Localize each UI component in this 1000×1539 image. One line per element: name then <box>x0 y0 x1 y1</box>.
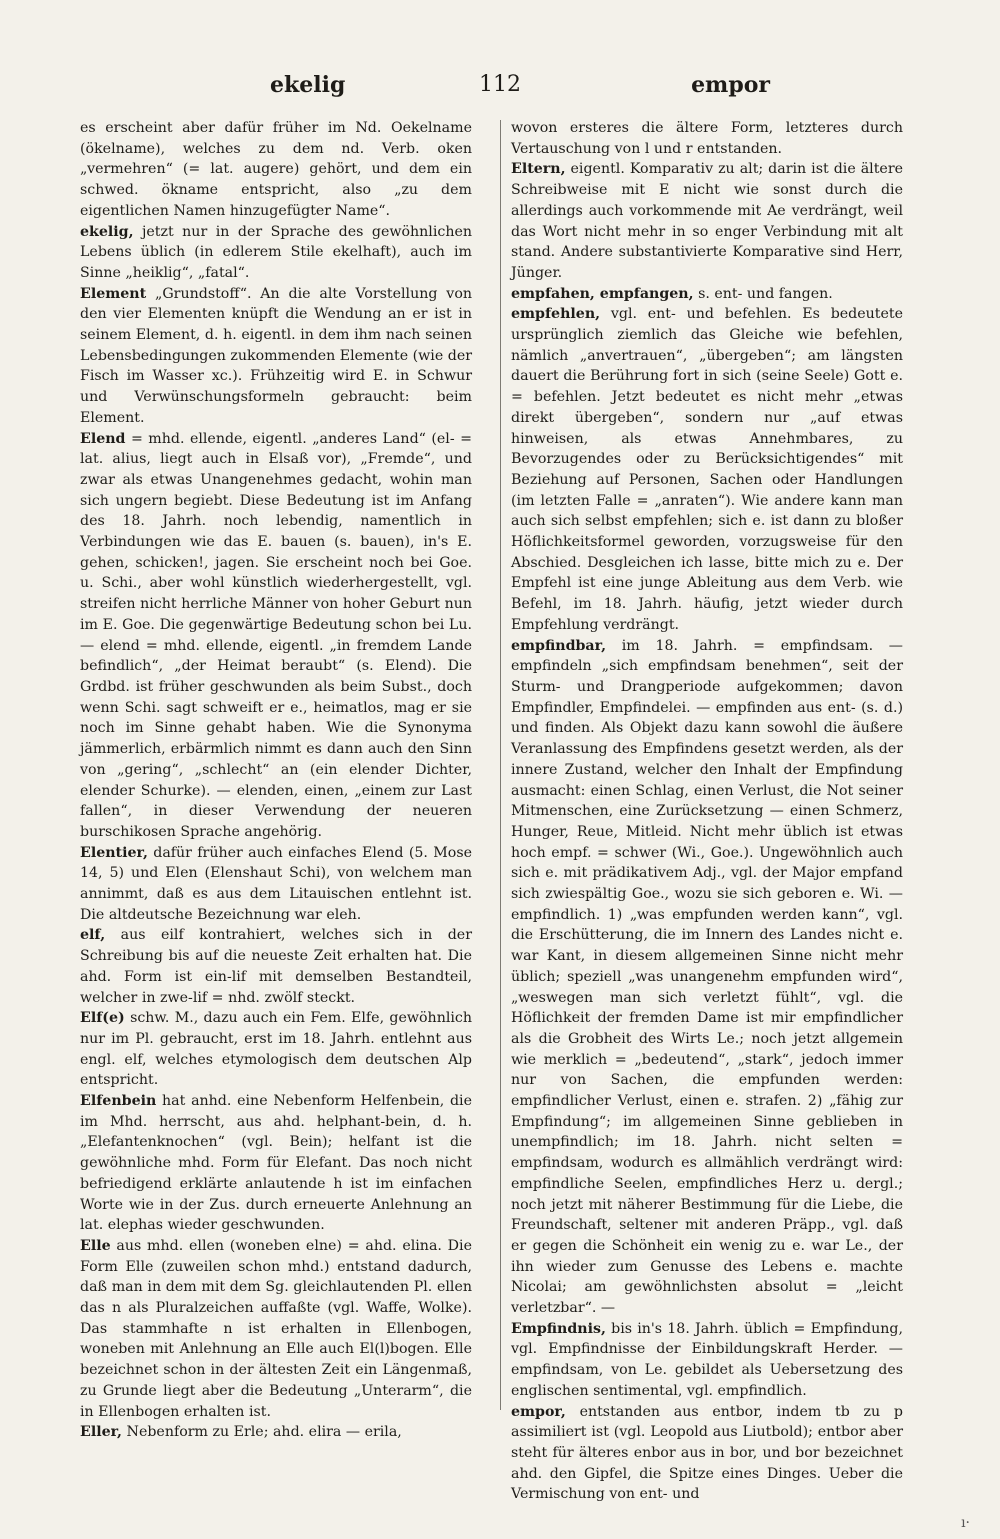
dictionary-entry <box>80 1236 472 1422</box>
entry-text: hat anhd. eine Nebenform Helfenbein, die im Mhd. herrscht, aus ahd. helphant-bein, d. h. „Elefantenknochen“ (vgl. Bein); helfant ist die gewöhnliche mhd. Form für Elefant. Das noch nicht befriedigend erklärte anlautende h ist im einfachen Worte wie in der Zus. durch erneuerte Anlehnung an lat. elephas wieder geschwunden. <box>80 1093 472 1234</box>
entry-text: wovon ersteres die ältere Form, letzteres durch Vertauschung von l und r entstanden. <box>511 120 903 157</box>
left-column <box>80 118 472 1443</box>
entry-text: = mhd. ellende, eigentl. „anderes Land“ (el- = lat. alius, liegt auch in Elsaß vor), „Fremde“, und zwar als etwas Unangenehmes gedacht, wohin man sich ungern begiebt. Diese Bedeutung ist im Anfang des 18. Jahrh. noch lebendig, namentlich in Verbindungen wie das E. bauen (s. bauen), in's E. gehen, schicken!, jagen. Sie erscheint noch bei Goe. u. Schi., aber wohl künstlich wiederhergestellt, vgl. streifen nicht herrliche Männer von hoher Geburt nun im E. Goe. Die gegenwärtige Bedeutung schon bei Lu. — elend = mhd. ellende, eigentl. „in fremdem Lande befindlich“, „der Heimat beraubt“ (s. Elend). Die Grdbd. ist früher geschwunden als beim Subst., doch wenn Schi. sagt schweift er e., heimatlos, mag er sie noch im Sinne gehabt haben. Wie die Synonyma jämmerlich, erbärmlich nimmt es dann auch den Sinn von „gering“, „schlecht“ an (ein elender Dichter, elender Schurke). — elenden, einen, „einem zur Last fallen“, in dieser Verwendung der neueren burschikosen Sprache angehörig. <box>80 430 472 840</box>
dictionary-entry <box>511 118 903 159</box>
entry-headword: ekelig, <box>80 223 134 240</box>
dictionary-entry <box>80 1422 472 1443</box>
header-left-catchword: ekelig <box>270 72 346 98</box>
entry-headword: Element <box>80 285 147 302</box>
page-number: 112 <box>479 72 521 97</box>
entry-headword: Elf(e) <box>80 1010 125 1027</box>
page-header <box>80 72 920 112</box>
entry-text: schw. M., dazu auch ein Fem. Elfe, gewöhnlich nur im Pl. gebraucht, erst im 18. Jahrh. entlehnt aus engl. elf, welches etymologisch dem deutschen Alp entspricht. <box>80 1010 472 1089</box>
entry-text: vgl. ent- und befehlen. Es bedeutete ursprünglich ziemlich das Gleiche wie befehlen, nämlich „anvertrauen“, „übergeben“; am längsten dauert die Berührung fort in sich (seine Seele) Gott e. = befehlen. Jetzt bedeutet es nicht mehr „etwas direkt übergeben“, sondern nur „auf etwas hinweisen, als etwas Annehmbares, zu Bevorzugendes oder zu Berücksichtigendes“ mit Beziehung auf Personen, Sachen oder Handlungen (im letzten Falle = „anraten“). Wie andere kann man auch sich selbst empfehlen; sich e. ist dann zu bloßer Höflichkeitsformel geworden, vorzugsweise für den Abschied. Desgleichen ich lasse, bitte mich zu e. Der Empfehl ist eine junge Ableitung aus dem Verb. wie Befehl, im 18. Jahrh. häufig, jetzt wieder durch Empfehlung verdrängt. <box>511 306 903 633</box>
dictionary-entry <box>80 843 472 926</box>
entry-headword: Elentier, <box>80 844 148 861</box>
entry-text: dafür früher auch einfaches Elend (5. Mose 14, 5) und Elen (Elenshaut Schi), von welchem man annimmt, daß es aus dem Litauischen entlehnt ist. Die altdeutsche Bezeichnung war eleh. <box>80 844 472 923</box>
entry-text: bis in's 18. Jahrh. üblich = Empfindung, vgl. Empfindnisse der Einbildungskraft Herder. — empfindsam, von Le. gebildet als Uebersetzung des englischen sentimental, vgl. empfindlich. <box>511 1320 904 1399</box>
entry-headword: Elle <box>80 1237 111 1254</box>
dictionary-entry <box>80 429 472 843</box>
entry-text: Nebenform zu Erle; ahd. elira — erila, <box>126 1424 402 1441</box>
footer-mark: ı· <box>961 1515 970 1531</box>
entry-text: eigentl. Komparativ zu alt; darin ist die ältere Schreibweise mit E nicht wie sonst durch die allerdings auch vorkommende mit Ae verdrängt, weil das Wort nicht mehr in so enger Verbindung mit alt stand. Andere substantivierte Komparative sind Herr, Jünger. <box>511 161 903 281</box>
dictionary-entry <box>511 304 903 635</box>
entry-headword: empfehlen, <box>511 306 601 323</box>
entry-text: s. ent- und fangen. <box>698 285 833 302</box>
entry-headword: empor, <box>511 1403 566 1420</box>
dictionary-entry <box>511 159 903 283</box>
dictionary-entry <box>80 1008 472 1091</box>
column-divider <box>500 120 501 1410</box>
dictionary-entry <box>80 222 472 284</box>
dictionary-entry <box>511 1402 903 1506</box>
dictionary-entry <box>511 284 903 305</box>
entry-text: jetzt nur in der Sprache des gewöhnlichen Lebens üblich (in edlerem Stile ekelhaft), auch im Sinne „heiklig“, „fatal“. <box>80 223 472 281</box>
entry-text: aus mhd. ellen (woneben elne) = ahd. elina. Die Form Elle (zuweilen schon mhd.) entstand dadurch, daß man in dem mit dem Sg. gleichlautenden Pl. ellen das n als Pluralzeichen auffaßte (vgl. Waffe, Wolke). Das stammhafte n ist erhalten in Ellenbogen, woneben mit Anlehnung an Elle auch El(l)bogen. Elle bezeichnet schon in der ältesten Zeit ein Längenmaß, zu Grunde liegt aber die Bedeutung „Unterarm“, die in Ellenbogen erhalten ist. <box>80 1237 472 1420</box>
dictionary-entry <box>511 1319 903 1402</box>
entry-text: „Grundstoff“. An die alte Vorstellung von den vier Elementen knüpft die Wendung an er ist in seinem Element, d. h. eigentl. in dem ihm nach seinen Lebensbedingungen zukommenden Elemente (wie der Fisch im Wasser xc.). Frühzeitig wird E. in Schwur und Verwünschungsformeln gebraucht: beim Element. <box>80 285 473 426</box>
entry-headword: Elfenbein <box>80 1093 157 1110</box>
dictionary-entry <box>80 118 472 222</box>
dictionary-entry <box>80 284 472 429</box>
entry-headword: elf, <box>80 927 106 944</box>
entry-headword: Eltern, <box>511 161 566 178</box>
entry-headword: Empfindnis, <box>511 1320 606 1337</box>
entry-headword: empfindbar, <box>511 637 607 654</box>
entry-text: im 18. Jahrh. = empfindsam. — empfindeln „sich empfindsam benehmen“, seit der Sturm- und Drangperiode aufgekommen; davon Empfindler, Empfindelei. — empfinden aus ent- (s. d.) und finden. Als Objekt dazu kann sowohl die äußere Veranlassung des Empfindens gesetzt werden, als der innere Zustand, welcher den Inhalt der Empfindung ausmacht: einen Schlag, einen Verlust, die Not seiner Mitmenschen, eine Zurücksetzung — einen Schmerz, Hunger, Reue, Mitleid. Nicht mehr üblich ist etwas hoch empf. = schwer (Wi., Goe.). Ungewöhnlich auch sich e. mit prädikativem Adj., vgl. der Major empfand sich zwiespältig Goe., wozu sie sich geboren e. Wi. — empfindlich. 1) „was empfunden werden kann“, vgl. die Erschütterung, die im Innern des Landes nicht e. war Kant, in diesem allgemeinen Sinne nicht mehr üblich; speziell „was unangenehm empfunden wird“, „weswegen man sich verletzt fühlt“, vgl. die Höflichkeit der fremden Dame ist mir empfindlicher als die Grobheit des Wirts Le.; noch jetzt allgemein wie merklich = „bedeutend“, „stark“, jedoch immer nur von Sachen, die empfunden werden: empfindlicher Verlust, einen e. strafen. 2) „fähig zur Empfindung“; im allgemeinen Sinne geblieben in unempfindlich; im 18. Jahrh. nicht selten = empfindsam, wodurch es allmählich verdrängt wird: empfindliche Seelen, empfindliches Herz u. dergl.; noch jetzt mit näherer Bestimmung für die Liebe, die Freundschaft, seltener mit anderen Präpp., vgl. daß er gegen die Schönheit ein wenig zu e. war Le., der ihn wieder zum Genusse des Lebens e. machte Nicolai; am gewöhnlichsten absolut = „leicht verletzbar“. — <box>511 637 903 1317</box>
entry-text: es erscheint aber dafür früher im Nd. Oekelname (ökelname), welches zu dem nd. Verb. oken „vermehren“ (= lat. augere) gehört, und dem ein schwed. ökname entspricht, also „zu dem eigentlichen Namen hinzugefügter Name“. <box>80 120 472 219</box>
entry-text: entstanden aus entbor, indem tb zu p assimiliert ist (vgl. Leopold aus Liutbold); entbor aber steht für älteres enbor aus in bor, und bor bezeichnet ahd. den Gipfel, die Spitze eines Dinges. Ueber die Vermischung von ent- und <box>511 1403 903 1503</box>
header-right-catchword: empor <box>691 72 770 98</box>
entry-headword: empfahen, empfangen, <box>511 285 694 302</box>
dictionary-entry <box>80 925 472 1008</box>
right-column <box>511 118 903 1505</box>
dictionary-entry <box>80 1091 472 1236</box>
entry-headword: Eller, <box>80 1424 123 1441</box>
entry-headword: Elend <box>80 430 126 447</box>
dictionary-entry <box>511 636 903 1319</box>
entry-text: aus eilf kontrahiert, welches sich in der Schreibung bis auf die neueste Zeit erhalten hat. Die ahd. Form ist ein-lif mit demselben Bestandteil, welcher in zwe-lif = nhd. zwölf steckt. <box>80 927 472 1006</box>
